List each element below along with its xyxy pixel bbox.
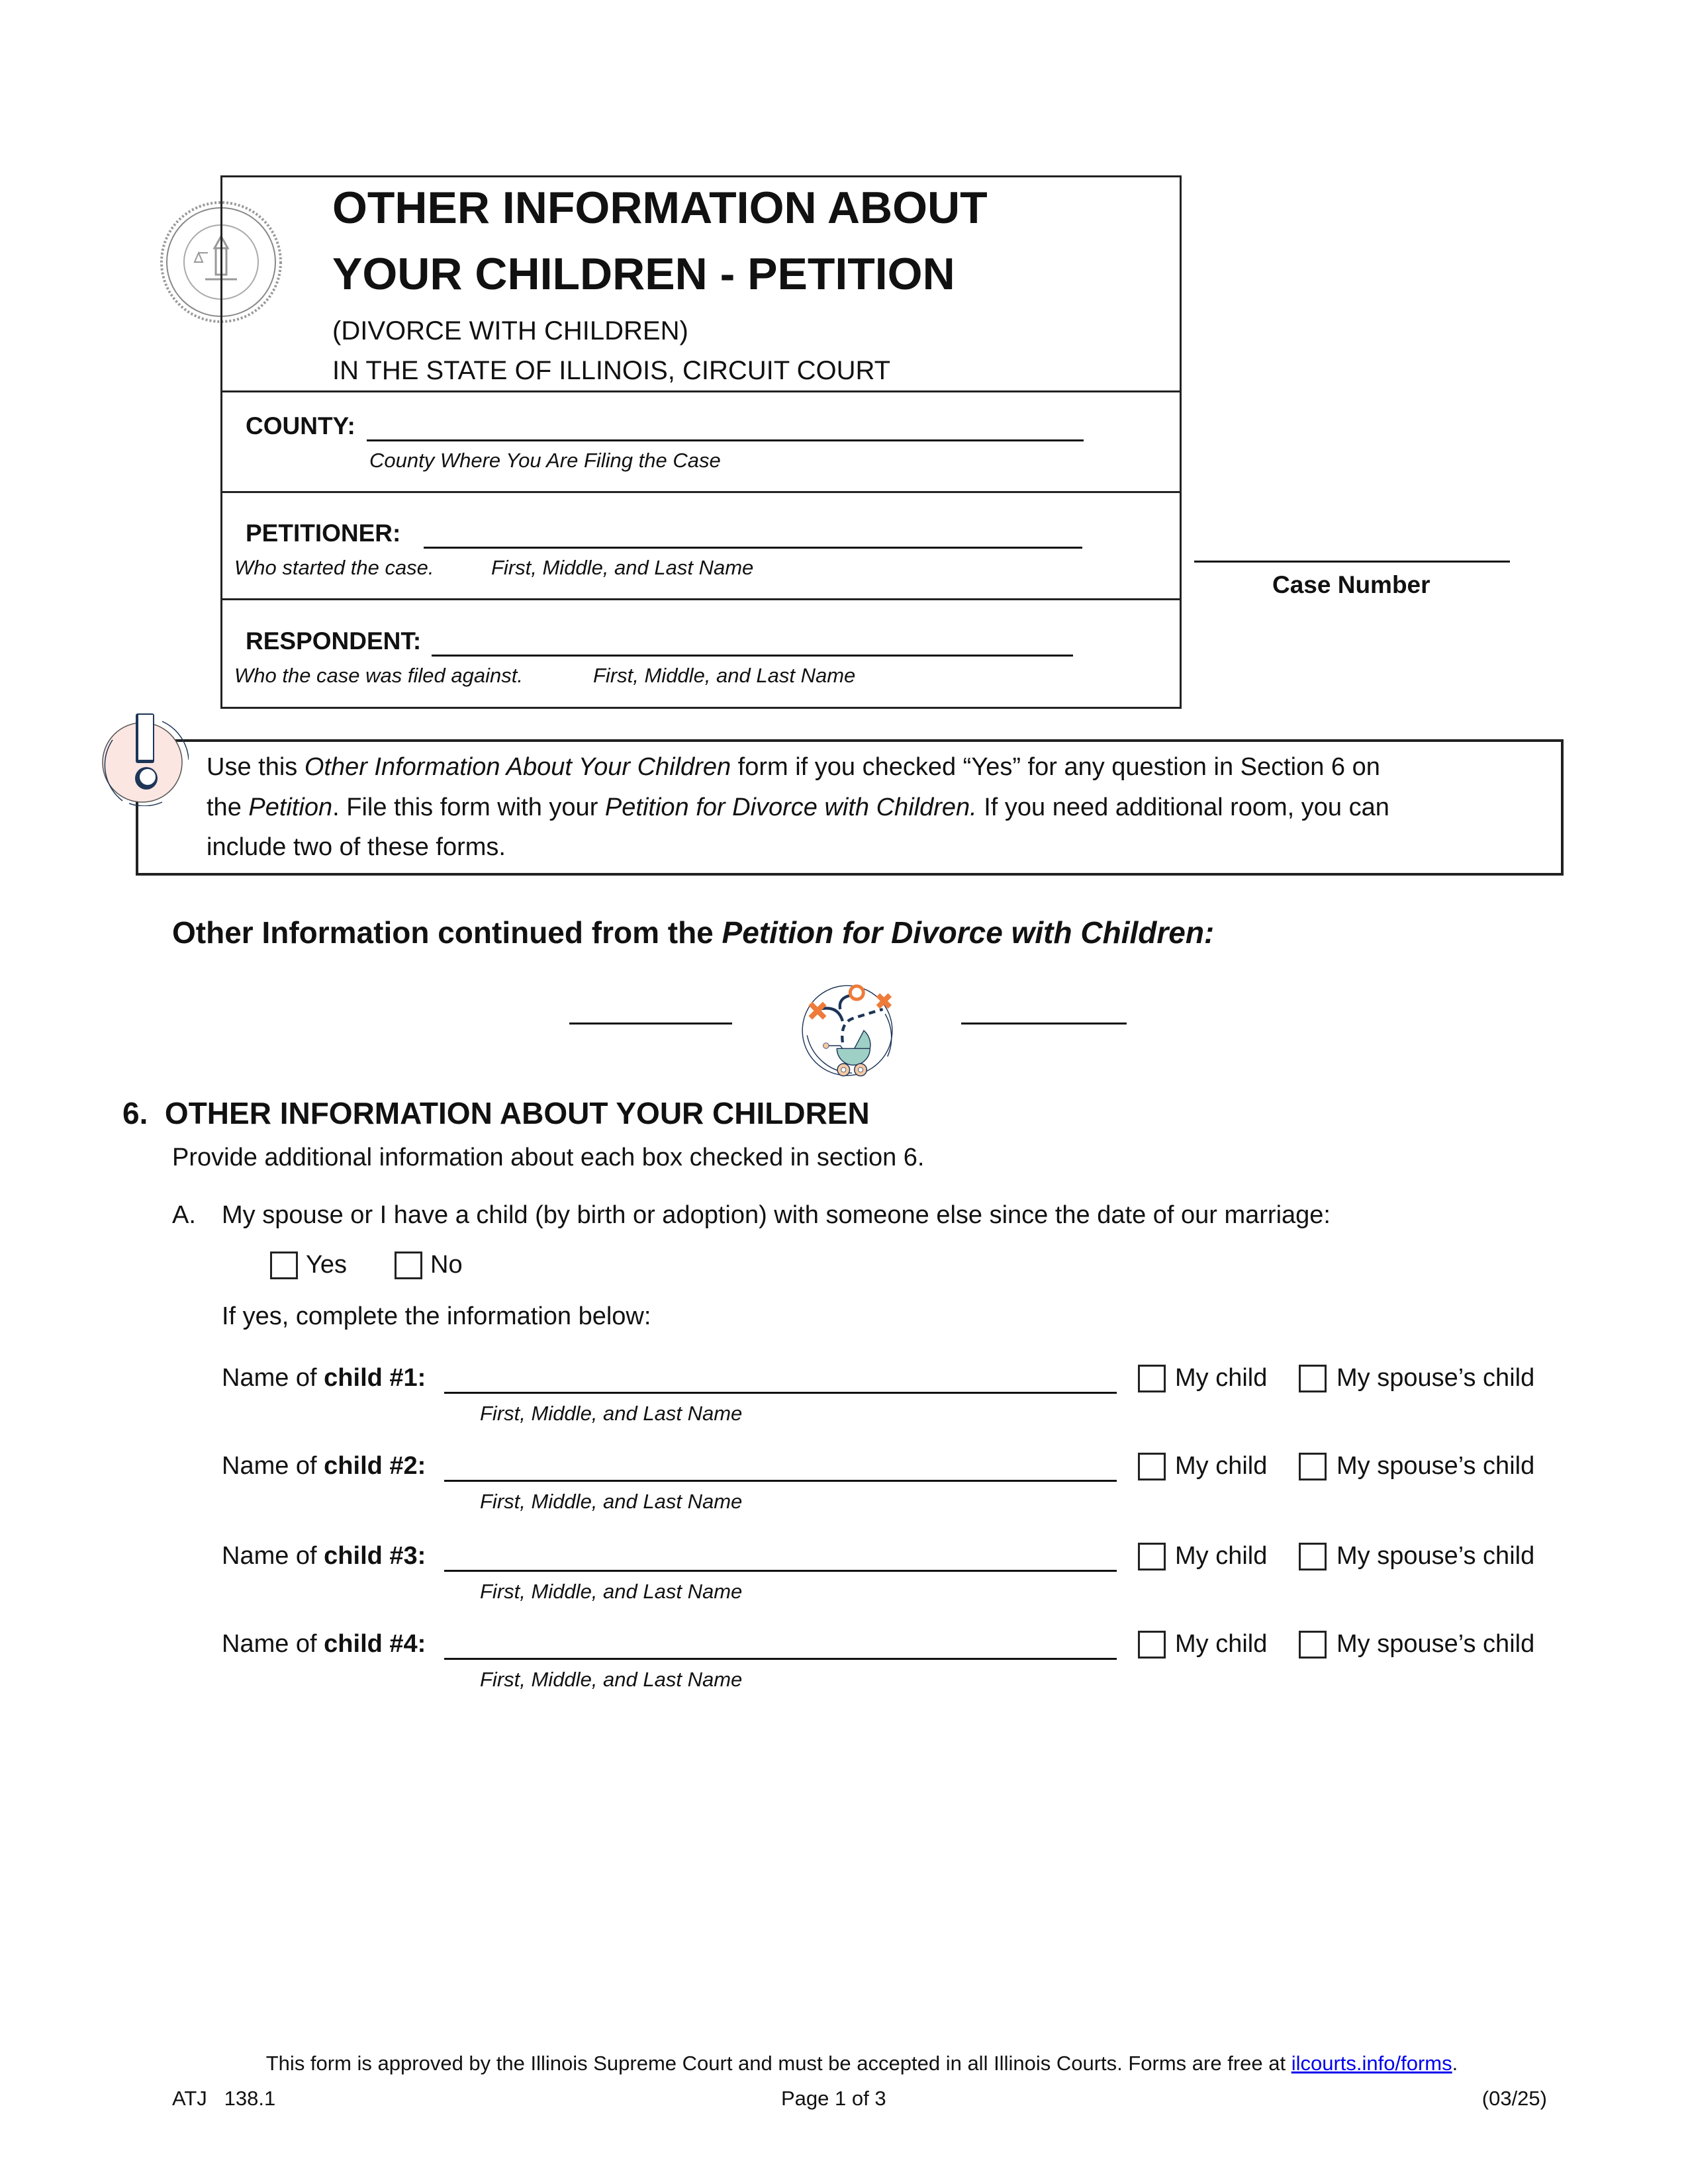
county-hint: County Where You Are Filing the Case — [369, 449, 721, 472]
child-name-hint: First, Middle, and Last Name — [480, 1668, 743, 1691]
section-intro: Provide additional information about each box checked in section 6. — [172, 1144, 925, 1171]
my-child-checkbox[interactable] — [1138, 1453, 1166, 1480]
forms-link[interactable]: ilcourts.info/forms — [1291, 2052, 1452, 2075]
notice-text: . File this form with your — [332, 794, 605, 821]
spouse-child-label: My spouse’s child — [1336, 1452, 1535, 1480]
notice-line-2 — [207, 793, 1389, 823]
my-child-checkbox[interactable] — [1138, 1365, 1166, 1392]
respondent-input[interactable] — [432, 655, 1073, 657]
county-input[interactable] — [367, 439, 1084, 441]
case-number-label: Case Number — [1272, 571, 1430, 598]
divider — [220, 598, 1180, 600]
my-child-label: My child — [1175, 1452, 1268, 1480]
child-name-hint: First, Middle, and Last Name — [480, 1490, 743, 1513]
respondent-label: RESPONDENT: — [246, 627, 422, 655]
child-name-hint: First, Middle, and Last Name — [480, 1402, 743, 1425]
petitioner-hint-left: Who started the case. — [234, 556, 434, 579]
child-name-input[interactable] — [444, 1570, 1117, 1572]
stroller-path-icon — [781, 960, 914, 1092]
form-title-line1: OTHER INFORMATION ABOUT — [332, 183, 988, 233]
notice-text: Use this — [207, 753, 305, 781]
child-name-label: Name of child #4: — [222, 1630, 426, 1658]
notice-text: the — [207, 794, 249, 821]
footer-approval-text: This form is approved by the Illinois Supreme Court and must be accepted in all Illinois Courts. Forms are free at — [265, 2052, 1291, 2075]
yes-label: Yes — [306, 1251, 347, 1279]
respondent-hint-left: Who the case was filed against. — [234, 664, 523, 687]
child-name-input[interactable] — [444, 1480, 1117, 1482]
no-checkbox[interactable] — [395, 1251, 422, 1279]
child-name-label: Name of child #2: — [222, 1452, 426, 1480]
if-yes-instruction: If yes, complete the information below: — [222, 1302, 651, 1330]
spouse-child-label: My spouse’s child — [1336, 1364, 1535, 1392]
form-subtitle-1: (DIVORCE WITH CHILDREN) — [332, 316, 688, 345]
form-id: ATJ 138.1 — [172, 2087, 276, 2110]
spouse-child-checkbox[interactable] — [1299, 1365, 1327, 1392]
case-number-input[interactable] — [1194, 561, 1510, 563]
petitioner-input[interactable] — [424, 547, 1082, 549]
petitioner-label: PETITIONER: — [246, 520, 401, 547]
child-name-input[interactable] — [444, 1658, 1117, 1660]
form-subtitle-2: IN THE STATE OF ILLINOIS, CIRCUIT COURT — [332, 356, 891, 385]
form-title-line2: YOUR CHILDREN - PETITION — [332, 249, 955, 299]
page-number: Page 1 of 3 — [781, 2087, 886, 2110]
divider — [220, 390, 1180, 392]
decor-line-right — [961, 1023, 1127, 1024]
spouse-child-checkbox[interactable] — [1299, 1543, 1327, 1570]
continued-petition-name: Petition for Divorce with Children: — [722, 915, 1215, 950]
spouse-child-label: My spouse’s child — [1336, 1630, 1535, 1658]
continued-prefix: Other Information continued from the — [172, 915, 722, 950]
item-a-letter: A. — [172, 1201, 196, 1229]
notice-petition-name: Petition for Divorce with Children. — [604, 794, 977, 821]
item-a-text: My spouse or I have a child (by birth or adoption) with someone else since the date of our marriage: — [222, 1201, 1331, 1229]
decor-line-left — [569, 1023, 732, 1024]
petitioner-hint-right: First, Middle, and Last Name — [491, 556, 754, 579]
notice-text: form if you checked “Yes” for any question in Section 6 on — [731, 753, 1380, 781]
child-name-input[interactable] — [444, 1392, 1117, 1394]
notice-line-1 — [207, 752, 1380, 783]
form-date: (03/25) — [1481, 2087, 1547, 2110]
notice-text: If you need additional room, you can — [976, 794, 1389, 821]
section-heading: 6. OTHER INFORMATION ABOUT YOUR CHILDREN — [122, 1096, 870, 1130]
child-name-label: Name of child #3: — [222, 1542, 426, 1570]
respondent-hint-right: First, Middle, and Last Name — [593, 664, 856, 687]
spouse-child-checkbox[interactable] — [1299, 1453, 1327, 1480]
continued-heading — [172, 915, 1214, 951]
alert-icon — [96, 713, 189, 806]
my-child-checkbox[interactable] — [1138, 1631, 1166, 1659]
footer-period: . — [1452, 2052, 1458, 2075]
footer-approval — [0, 2051, 1688, 2075]
notice-form-name: Other Information About Your Children — [304, 753, 731, 781]
divider — [220, 491, 1180, 493]
yes-checkbox[interactable] — [270, 1251, 298, 1279]
child-name-hint: First, Middle, and Last Name — [480, 1580, 743, 1603]
no-label: No — [430, 1251, 463, 1279]
spouse-child-label: My spouse’s child — [1336, 1542, 1535, 1570]
my-child-label: My child — [1175, 1364, 1268, 1392]
county-label: COUNTY: — [246, 412, 355, 439]
notice-line-3: include two of these forms. — [207, 833, 506, 861]
my-child-label: My child — [1175, 1542, 1268, 1570]
my-child-label: My child — [1175, 1630, 1268, 1658]
child-name-label: Name of child #1: — [222, 1364, 426, 1392]
spouse-child-checkbox[interactable] — [1299, 1631, 1327, 1659]
my-child-checkbox[interactable] — [1138, 1543, 1166, 1570]
notice-petition: Petition — [248, 794, 333, 821]
